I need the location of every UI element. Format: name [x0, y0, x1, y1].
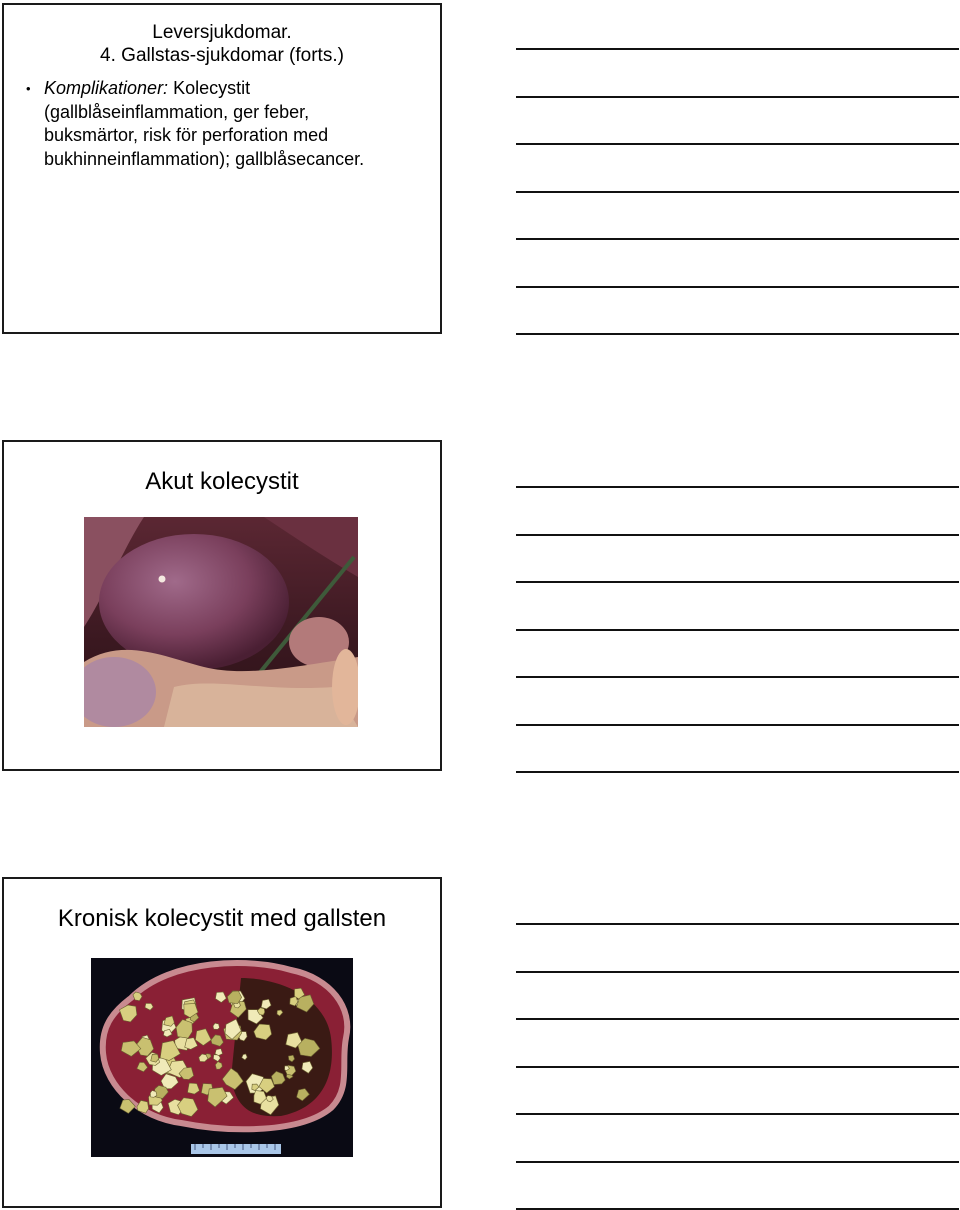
slide-3 — [2, 877, 442, 1208]
slide-3-title: Kronisk kolecystit med gallsten — [57, 905, 387, 932]
bullet-text-line-3: buksmärtor, risk för perforation med — [44, 125, 329, 145]
note-line — [516, 191, 959, 193]
slide-1-bullet-list — [4, 77, 440, 171]
note-line — [516, 1113, 959, 1115]
slide-2 — [2, 440, 442, 771]
note-line — [516, 581, 959, 583]
note-line — [516, 286, 959, 288]
note-line — [516, 724, 959, 726]
note-line — [516, 534, 959, 536]
note-line — [516, 1161, 959, 1163]
gallstones-illustration — [91, 958, 353, 1157]
slide-1 — [2, 3, 442, 334]
bullet-text-line-1: Kolecystit — [168, 78, 251, 98]
note-line — [516, 238, 959, 240]
bullet-label: Komplikationer: — [44, 78, 169, 98]
gallbladder-photo — [84, 517, 358, 727]
note-line — [516, 486, 959, 488]
note-line — [516, 676, 959, 678]
note-line — [516, 971, 959, 973]
bullet-dot-icon: • — [26, 81, 31, 96]
note-line — [516, 1018, 959, 1020]
note-line — [516, 923, 959, 925]
bullet-text-line-4: bukhinneinflammation); gallblåsecancer. — [44, 148, 365, 169]
note-line — [516, 629, 959, 631]
gallbladder-illustration — [84, 517, 358, 727]
note-line — [516, 96, 959, 98]
slide-1-title-line-2: 4. Gallstas-sjukdomar (forts.) — [100, 45, 344, 66]
slide-1-title-line-1: Leversjukdomar. — [152, 22, 292, 43]
note-line — [516, 1066, 959, 1068]
bullet-text-line-2: (gallblåseinflammation, ger feber, — [44, 101, 310, 122]
note-line — [516, 48, 959, 50]
note-line — [516, 143, 959, 145]
bullet-item — [26, 77, 440, 171]
slide-1-title — [4, 21, 440, 67]
note-line — [516, 333, 959, 335]
note-line — [516, 771, 959, 773]
slide-2-title: Akut kolecystit — [145, 468, 299, 495]
gallstones-photo — [91, 958, 353, 1157]
